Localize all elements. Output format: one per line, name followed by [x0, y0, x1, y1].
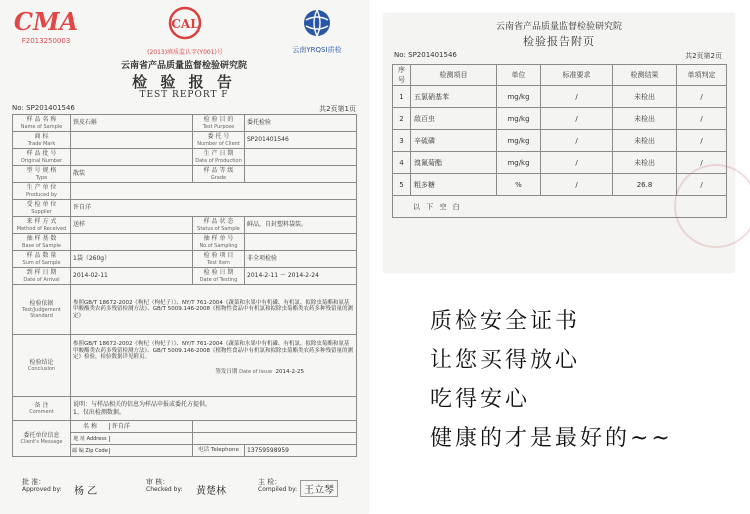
field-label: 检 验 日 期 Date of Testing: [193, 268, 245, 285]
ynqi-logo: [272, 8, 362, 55]
header-cell: 单项判定: [677, 65, 727, 86]
supplier-value: 许自洋: [71, 200, 357, 217]
form-row: [13, 183, 357, 200]
compiled-by: 主 检： Compiled by:: [258, 478, 298, 494]
appendix-report-no-value: SP201401546: [408, 51, 457, 59]
results-header-row: [393, 65, 727, 86]
cal-seal-icon: [168, 6, 202, 40]
globe-icon: [302, 8, 332, 38]
slogan-line-3: 吃得安心: [430, 387, 531, 412]
appendix-report-number: No: SP201401546: [394, 51, 457, 59]
field-label: 样 品 批 号 Original Number: [13, 149, 71, 166]
form-row: [13, 397, 357, 421]
type-value: 散装: [71, 166, 193, 183]
result-row: 2 敌百虫 mg/kg / 未检出 /: [393, 108, 727, 130]
form-row: [13, 234, 357, 251]
client-tel-value: 13759598959: [245, 445, 357, 457]
ynqi-name: 云南YRQSI质检: [292, 46, 342, 54]
form-row: [13, 335, 357, 397]
faint-seal-stamp: [674, 164, 750, 248]
grade-value: [245, 166, 357, 183]
institute-name: 云南省产品质量监督检验研究院: [120, 61, 247, 71]
header-cell: 单位: [497, 65, 541, 86]
test-report-page-1: [0, 0, 368, 514]
result-row: 1 五氯硝基苯 mg/kg / 未检出 /: [393, 86, 727, 108]
form-row: [13, 217, 357, 234]
field-label: 样 品 名 称 Name of Sample: [13, 115, 71, 132]
test-purpose-value: 委托检验: [245, 115, 357, 132]
trade-mark-value: [71, 132, 193, 149]
form-row: [13, 200, 357, 217]
issue-date: 签发日期 Date of Issue 2014-2-25: [215, 368, 304, 375]
field-label: 备 注 Comment: [13, 397, 71, 421]
checked-by: 审 核： Checked by:: [146, 478, 183, 494]
report-title-en: TEST REPORT F: [139, 90, 229, 100]
base-sample-value: [71, 234, 193, 251]
field-label: 受 检 单 位 Supplier: [13, 200, 71, 217]
form-row: [13, 115, 357, 132]
report-no-label: No: [12, 104, 22, 112]
sum-sample-value: 1袋（260g）: [71, 251, 193, 268]
cal-mark: CAL: [171, 17, 199, 31]
blank-cell: [193, 433, 357, 445]
field-label: 型 号 规 格 Type: [13, 166, 71, 183]
cma-mark: CMA: [13, 7, 79, 36]
conclusion-value: 参照GB/T 18672-2002《枸杞（枸杞子）》、NY/T 761-2004《蔬菜和水果中有机磷、有机氯、拟除虫菊酯和氨基甲酸酯类农药多残留检测方法》、GB/T 5009.146-2008《植物性食品中有机氯和拟除虫菊酯类农药多种残留量的测定》检验，检验数据详见附页。: [73, 341, 353, 361]
conclusion-cell: [71, 335, 357, 397]
date-arrival-value: 2014-02-11: [71, 268, 193, 285]
form-row: [13, 166, 357, 183]
producer-value: [71, 183, 357, 200]
form-row: [13, 285, 357, 335]
cma-logo: [8, 7, 84, 45]
appendix-institute-name: 云南省产品质量监督检验研究院: [495, 22, 622, 32]
report-number: No: SP201401546: [12, 104, 75, 112]
approved-signature: 杨 乙: [74, 486, 98, 497]
report-no-value: SP201401546: [26, 104, 75, 112]
status-sample-value: 鲜品，自封塑料袋装。: [245, 217, 357, 234]
prod-date-value: [245, 149, 357, 166]
header-cell: 标准要求: [541, 65, 613, 86]
issue-date-value: 2014-2-25: [275, 368, 304, 375]
field-label: 检验结论 Conclusion: [13, 335, 71, 397]
client-address-cell: 地 址 Address: [71, 433, 193, 445]
field-label: 委托单位信息 Client's Message: [13, 421, 71, 457]
field-label: 生 产 日 期 Date of Production: [193, 149, 245, 166]
field-label: 检 验 目 的 Test Purpose: [193, 115, 245, 132]
date-testing-value: 2014-2-11 ～ 2014-2-24: [245, 268, 357, 285]
form-row: [13, 268, 357, 285]
compiled-signature: 王立琴: [300, 480, 338, 497]
sampling-no-value: [245, 234, 357, 251]
field-label: 到 样 日 期 Date of Arrival: [13, 268, 71, 285]
result-row: 5 粗多糖 % / 26.8 /: [393, 174, 727, 196]
slogan-line-1: 质检安全证书: [430, 309, 581, 334]
test-report-appendix-page: [384, 14, 734, 272]
header-cell: 检测结果: [613, 65, 677, 86]
client-tel-label: 电话 Telephone: [193, 445, 245, 457]
header-cell: 检测项目: [411, 65, 497, 86]
standard-value: 参照GB/T 18672-2002《枸杞（枸杞子）》、NY/T 761-2004《蔬菜和水果中有机磷、有机氯、拟除虫菊酯和氨基甲酸酯类农药多残留检测方法》、GB/T 5009.146-2008《植物性食品中有机氯和拟除虫菊酯类农药多种残留量的测定》: [71, 285, 357, 335]
field-label: 商 标 Trade Mark: [13, 132, 71, 149]
test-item-value: 非全项检验: [245, 251, 357, 268]
field-label: 样 品 状 态 Status of Sample: [193, 217, 245, 234]
page-info: 共2页第1页: [319, 105, 356, 113]
result-row: 4 溴氰菊酯 mg/kg / 未检出 /: [393, 152, 727, 174]
sample-name-value: 铁皮石斛: [71, 115, 193, 132]
cal-code: (2013)滇质监认字(Y001)号: [147, 49, 223, 56]
report-title-cn: 检 验 报 告: [132, 73, 236, 91]
field-label: 检验依据 Test/Judgement Standard: [13, 285, 71, 335]
appendix-page-info: 共2页第2页: [685, 52, 722, 60]
slogan-line-2: 让您买得放心: [430, 348, 581, 373]
form-row: [13, 421, 357, 433]
blank-note: 以 下 空 白: [393, 196, 727, 218]
slogan-line-4: 健康的才是最好的~~: [430, 426, 673, 451]
header-cell: 序号: [393, 65, 411, 86]
client-zip-cell: 邮 编 Zip Code: [71, 445, 193, 457]
field-label: 检 验 项 目 Test Item: [193, 251, 245, 268]
method-received-value: 送样: [71, 217, 193, 234]
form-row: [13, 149, 357, 166]
checked-signature: 黄楚林: [196, 486, 226, 497]
field-label: 抽 样 单 号 No.of Sampling: [193, 234, 245, 251]
field-label: 抽 样 基 数 Base of Sample: [13, 234, 71, 251]
client-name-value: 许自洋: [111, 422, 130, 430]
approved-by: 批 准： Approved by:: [22, 478, 62, 494]
blank-cell: [193, 421, 357, 433]
client-name-cell: 名 称 许自洋: [71, 421, 193, 433]
field-label: 生 产 单 位 Produced by: [13, 183, 71, 200]
result-row: 3 辛硫磷 mg/kg / 未检出 /: [393, 130, 727, 152]
appendix-title: 检验报告附页: [523, 35, 595, 48]
form-row: [13, 132, 357, 149]
report-form-table: [12, 114, 357, 457]
field-label: 样 品 等 级 Grade: [193, 166, 245, 183]
field-label: 来 样 方 式 Method of Received: [13, 217, 71, 234]
field-label: 样 品 数 量 Sum of Sample: [13, 251, 71, 268]
consign-no-value: SP201401546: [245, 132, 357, 149]
original-no-value: [71, 149, 193, 166]
cma-code: F2013250003: [21, 37, 71, 45]
form-row: [13, 251, 357, 268]
comment-value: 说明：与样品相关的信息为样品申报或委托方提供。 1、仅出检测数据。: [71, 397, 357, 421]
field-label: 委 托 号 Number of Client: [193, 132, 245, 149]
cal-logo: [140, 6, 230, 56]
